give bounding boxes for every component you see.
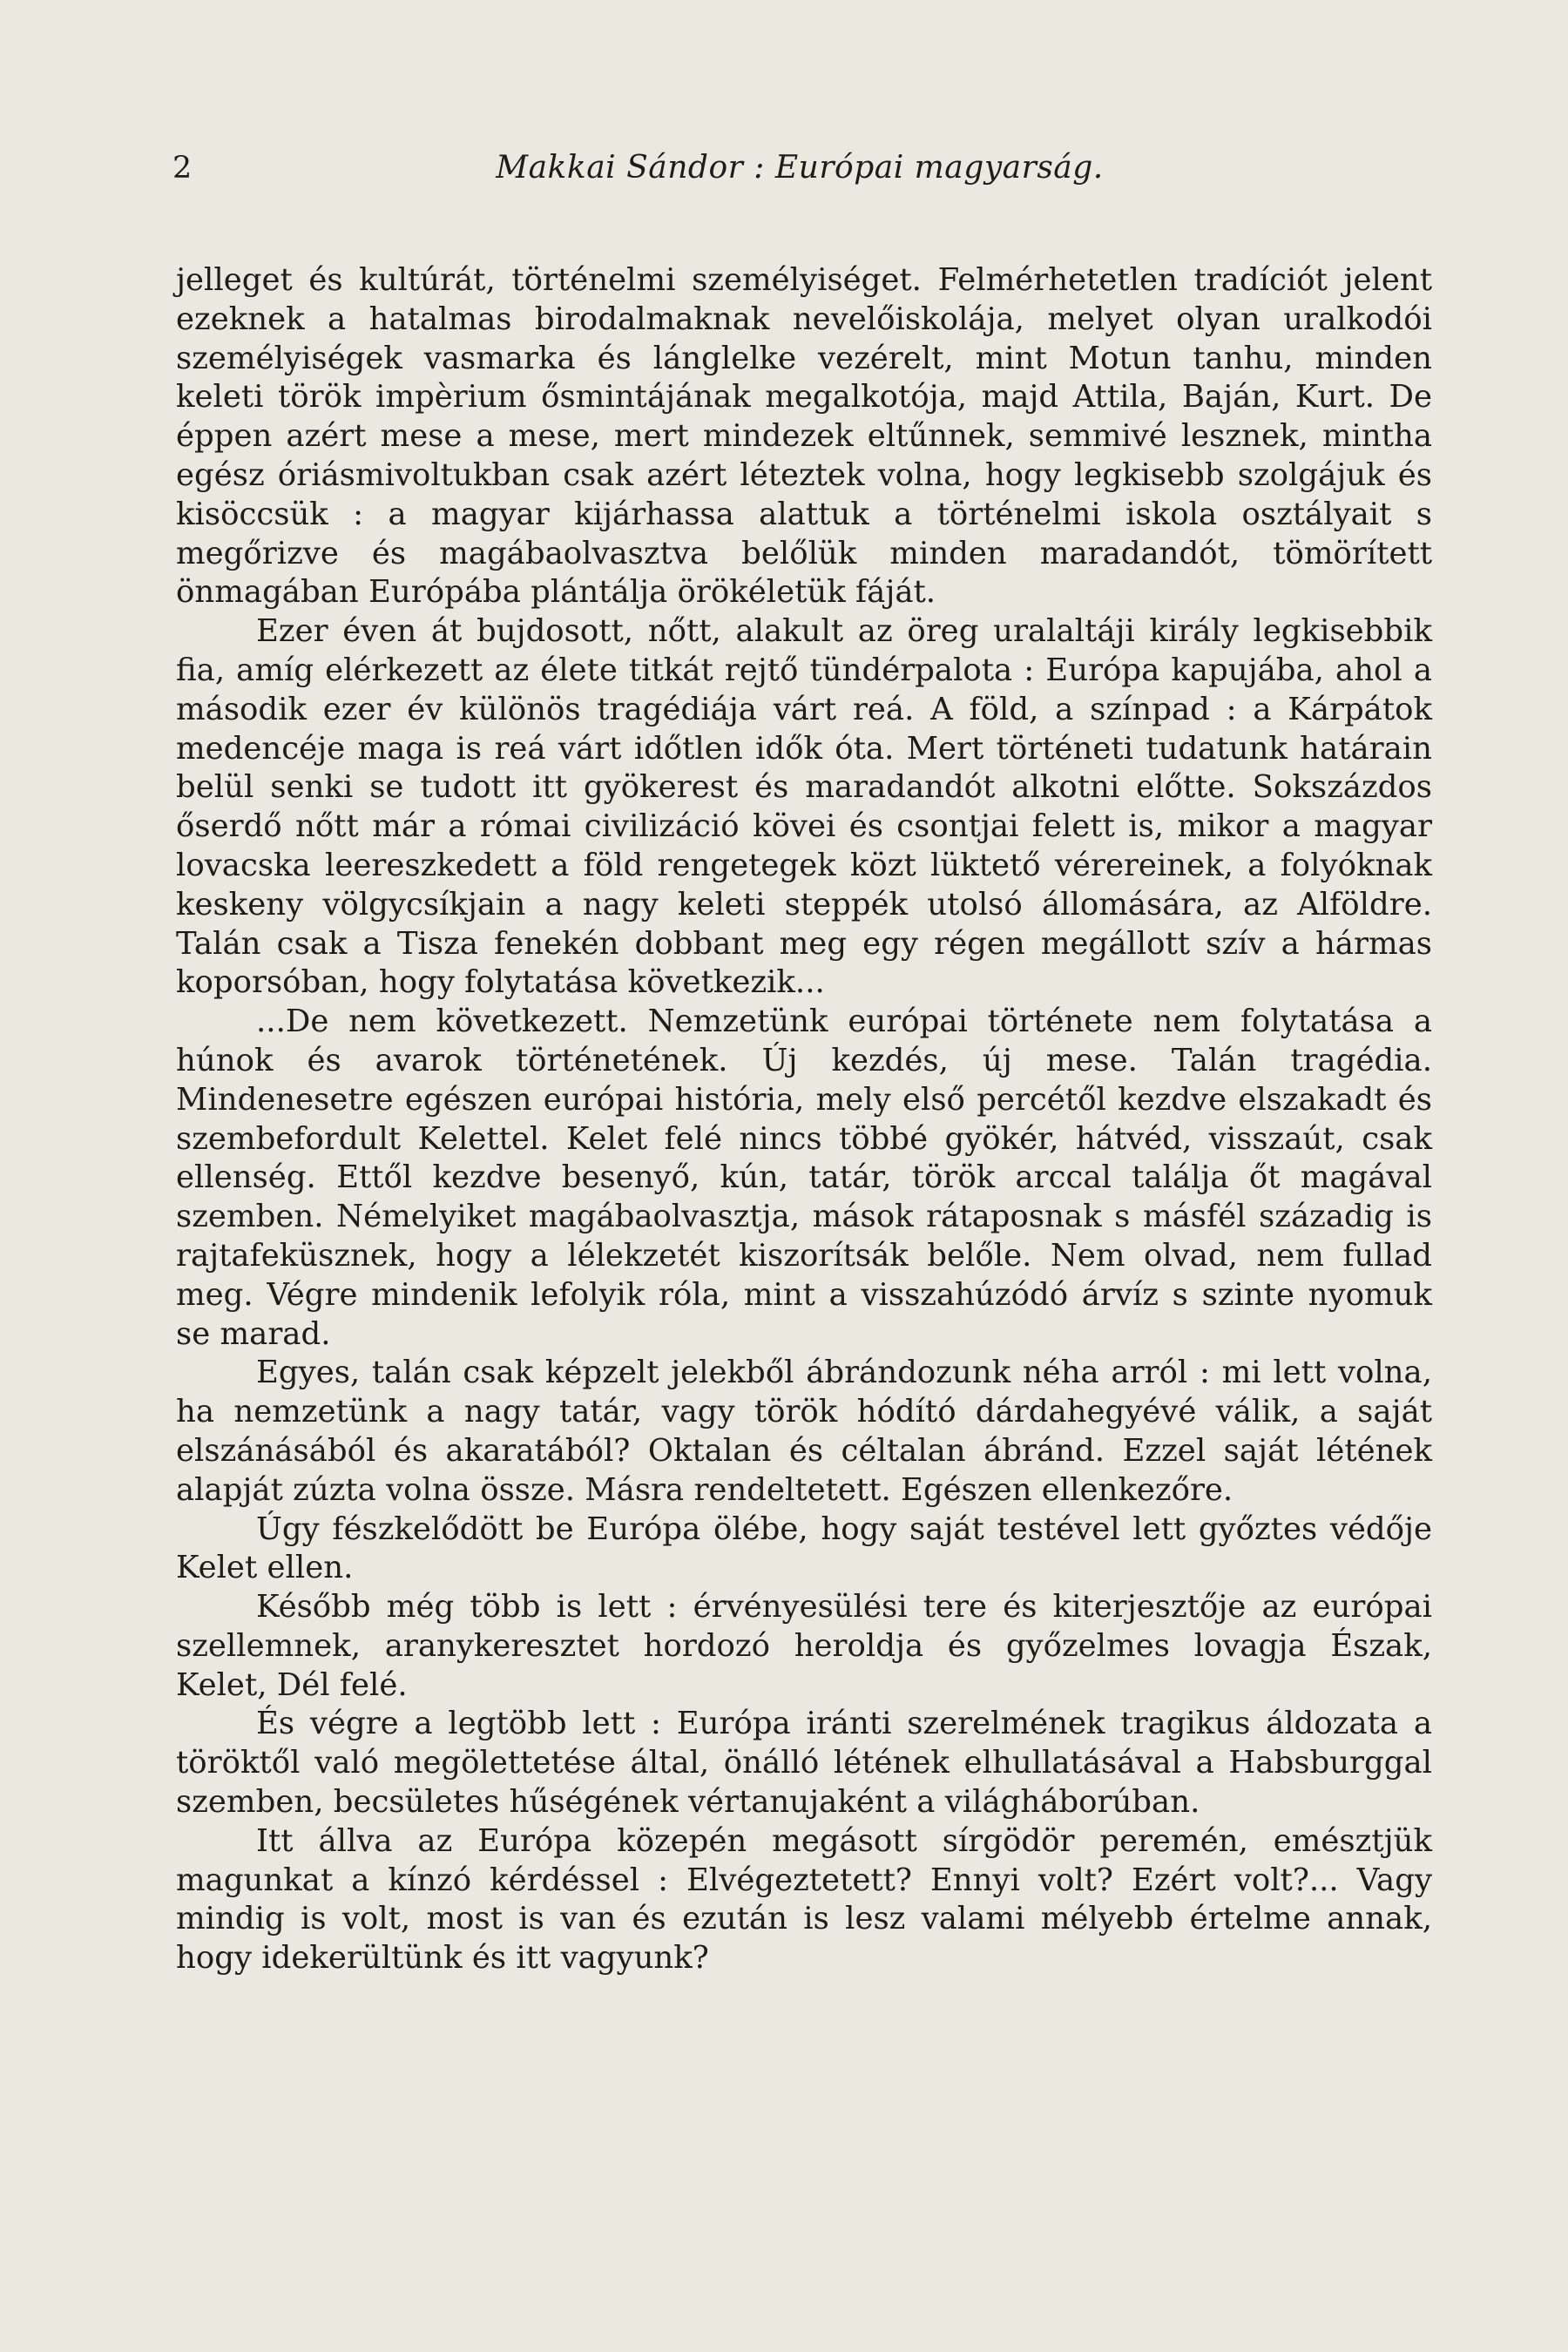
paragraph-6: Később még több is lett : érvényesülési tere és kiterjesztője az európai szellemnek, aranykeresztet hordozó heroldja és győzelmes lovagja Észak, Kelet, Dél felé. <box>176 1589 1432 1703</box>
paragraph-8: Itt állva az Európa közepén megásott sírgödör peremén, emésztjük magunkat a kínzó kérdéssel : Elvégeztetett? Ennyi volt? Ezért volt?... Vagy mindig is volt, most is van és ezután is lesz valami mélyebb értelme annak, hogy idekerültünk és itt vagyunk? <box>176 1822 1432 1977</box>
body-text <box>176 261 1432 1978</box>
paragraph-5: Úgy fészkelődött be Európa ölébe, hogy saját testével lett győztes védője Kelet ellen. <box>176 1511 1432 1586</box>
paragraph-2: Ezer éven át bujdosott, nőtt, alakult az öreg uralaltáji király legkisebbik fia, amíg elérkezett az élete titkát rejtő tündérpalota : Európa kapujába, ahol a második ezer év különös tragédiája várt reá. A föld, a színpad : a Kárpátok medencéje maga is reá várt időtlen idők óta. Mert történeti tudatunk határain belül senki se tudott itt gyökerest és maradandót alkotni előtte. Sokszázdos őserdő nőtt már a római civilizáció kövei és csontjai felett is, mikor a magyar lovacska leereszkedett a föld rengetegek közt lüktető vérereinek, a folyóknak keskeny völgycsíkjain a nagy keleti steppék utolsó állomására, az Alföldre. Talán csak a Tisza fenekén dobbant meg egy régen megállott szív a hármas koporsóban, hogy folytatása következik... <box>176 613 1432 1001</box>
paragraph-4: Egyes, talán csak képzelt jelekből ábrándozunk néha arról : mi lett volna, ha nemzetünk a nagy tatár, vagy török hódító dárdahegyévé válik, a saját elszánásából és akaratából? Oktalan és céltalan ábránd. Ezzel saját létének alapját zúzta volna össze. Másra rendeltetett. Egészen ellenkezőre. <box>176 1355 1432 1508</box>
paragraph-1: jelleget és kultúrát, történelmi személyiséget. Felmérhetetlen tradíciót jelent ezeknek a hatalmas birodalmaknak nevelőiskolája, melyet olyan uralkodói személyiségek vasmarka és lánglelke vezérelt, mint Motun tanhu, minden keleti török impèrium ősmintájának megalkotója, majd Attila, Baján, Kurt. De éppen azért mese a mese, mert mindezek eltűnnek, semmivé lesznek, mintha egész óriásmivoltukban csak azért léteztek volna, hogy legkisebb szolgájuk és kisöccsük : a magyar kijárhassa alattuk a történelmi iskola osztályait s megőrizve és magábaolvasztva belőlük minden maradandót, tömörített önmagában Európába plántálja örökéletük fáját. <box>176 262 1432 611</box>
page-number: 2 <box>172 151 193 186</box>
paragraph-3: ...De nem következett. Nemzetünk európai története nem folytatása a húnok és avarok történetének. Új kezdés, új mese. Talán tragédia. Mindenesetre egészen európai história, mely első percétől kezdve elszakadt és szembefordult Kelettel. Kelet felé nincs többé gyökér, hátvéd, visszaút, csak ellenség. Ettől kezdve besenyő, kún, tatár, török arccal találja őt magával szemben. Némelyiket magábaolvasztja, mások rátaposnak s másfél századig is rajtafeküsznek, hogy a lélekzetét kiszorítsák belőle. Nem olvad, nem fullad meg. Végre mindenik lefolyik róla, mint a visszahúzódó árvíz s szinte nyomuk se marad. <box>176 1004 1432 1352</box>
page-header <box>172 146 1427 190</box>
running-title: Makkai Sándor : Európai magyarság. <box>496 150 1104 186</box>
paragraph-7: És végre a legtöbb lett : Európa iránti szerelmének tragikus áldozata a töröktől való megölettetése által, önálló létének elhullatásával a Habsburggal szemben, becsületes hűségének vértanujaként a világháborúban. <box>176 1706 1432 1821</box>
